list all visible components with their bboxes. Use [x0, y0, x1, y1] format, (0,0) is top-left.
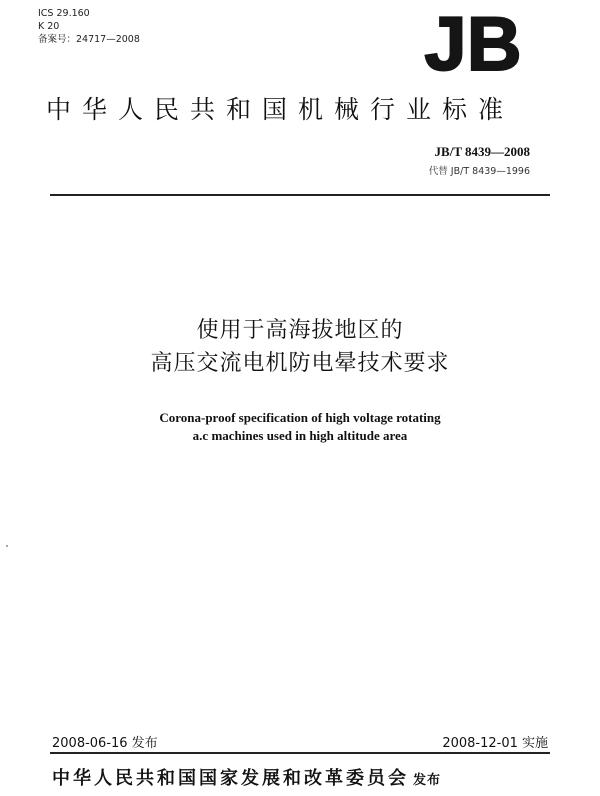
title-en-line1: Corona-proof specification of high voltage rotating: [159, 410, 441, 425]
issuer-line: [52, 764, 552, 790]
org-title: 中华人民共和国机械行业标准: [46, 95, 515, 124]
issuer-name: 中华人民共和国国家发展和改革委员会: [52, 768, 409, 789]
classification-code: K 20: [38, 21, 60, 32]
filing-number: 备案号：24717—2008: [38, 34, 140, 45]
header-divider: [50, 194, 550, 196]
standard-code: JB/T 8439—2008: [434, 144, 530, 159]
scan-speck: [6, 545, 8, 547]
ics-code: ICS 29.160: [38, 8, 90, 19]
title-cn-line2: 高压交流电机防电晕技术要求: [150, 351, 450, 376]
issuer-suffix: 发布: [413, 773, 442, 788]
jb-logo: [398, 6, 548, 76]
jb-logo-text: JB: [424, 6, 522, 76]
title-en-line2: a.c machines used in high altitude area: [192, 428, 408, 443]
implementation-date: 2008-12-01 实施: [442, 736, 548, 751]
title-cn-line1: 使用于高海拔地区的: [196, 318, 404, 343]
issue-date: 2008-06-16 发布: [52, 736, 158, 751]
footer-divider: [50, 752, 550, 754]
replaces-code: 代替 JB/T 8439—1996: [428, 166, 530, 177]
